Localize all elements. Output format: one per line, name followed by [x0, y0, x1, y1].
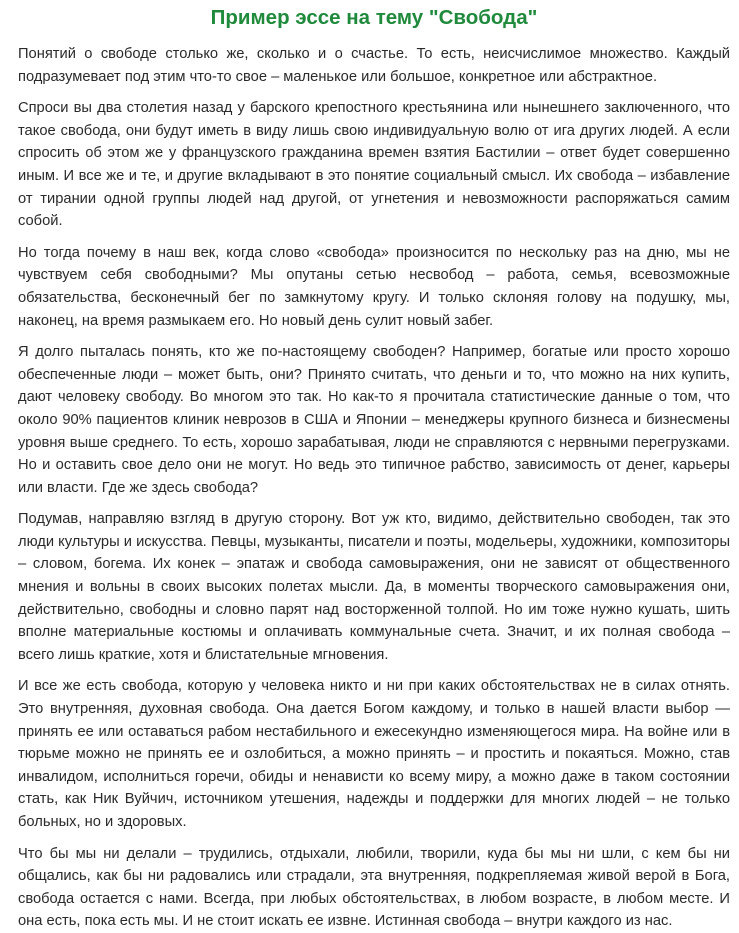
essay-article: [18, 0, 730, 933]
essay-paragraph: И все же есть свобода, которую у человека никто и ни при каких обстоятельствах не в силах отнять. Это внутренняя, духовная свобода. Она дается Богом каждому, и только в нашей власти выбор — принять ее или оставаться рабом нестабильного и ежесекундно изменяющегося мира. На войне или в тюрьме можно не принять ее и озлобиться, а можно принять – и простить и покаяться. Можно, став инвалидом, исполниться горечи, обиды и ненависти ко всему миру, а можно даже в таком состоянии стать, как Ник Вуйчич, источником утешения, надежды и поддержки для многих людей – не только больных, но и здоровых.: [18, 678, 730, 830]
essay-title: Пример эссе на тему "Свобода": [210, 6, 538, 29]
essay-paragraph: Спроси вы два столетия назад у барского крепостного крестьянина или нынешнего заключенного, что такое свобода, они будут иметь в виду лишь свою индивидуальную волю от ига других людей. А если спросить об этом же у французского гражданина времен взятия Бастилии – ответ будет совершенно иным. И все же и те, и другие вкладывают в это понятие социальный смысл. Их свобода – избавление от тирании одной группы людей над другой, от угнетения и невозможности распоряжаться самим собой.: [18, 100, 730, 230]
essay-paragraph: Понятий о свободе столько же, сколько и о счастье. То есть, неисчислимое множество. Каждый подразумевает под этим что-то свое – маленькое или большое, конкретное или абстрактное.: [18, 46, 730, 85]
essay-paragraph: Что бы мы ни делали – трудились, отдыхали, любили, творили, куда бы мы ни шли, с кем бы ни общались, как бы ни радовались или страдали, эта внутренняя, подкрепляемая живой верой в Бога, свобода остается с нами. Всегда, при любых обстоятельствах, в любом возрасте, в любом месте. И она есть, пока есть мы. И не стоит искать ее извне. Истинная свобода – внутри каждого из нас.: [18, 845, 730, 930]
essay-paragraph: Но тогда почему в наш век, когда слово «свобода» произносится по нескольку раз на дню, мы не чувствуем себя свободными? Мы опутаны сетью несвобод – работа, семья, всевозможные обязательства, бесконечный бег по замкнутому кругу. И только склоняя голову на подушку, мы, наконец, на время размыкаем его. Но новый день сулит новый забег.: [18, 244, 730, 329]
essay-paragraph: Подумав, направляю взгляд в другую сторону. Вот уж кто, видимо, действительно свободен, так это люди культуры и искусства. Певцы, музыканты, писатели и поэты, модельеры, художники, композиторы – словом, богема. Их конек – эпатаж и свобода самовыражения, они не зависят от общественного мнения и вольны в своих высоких полетах мысли. Да, в моменты творческого самовыражения они, действительно, свободны и словно парят над восторженной толпой. Но им тоже нужно кушать, шить вполне материальные костюмы и оплачивать коммунальные счета. Значит, и их полная свобода – всего лишь краткие, хотя и блистательные мгновения.: [18, 511, 730, 663]
essay-paragraph: Я долго пыталась понять, кто же по-настоящему свободен? Например, богатые или просто хорошо обеспеченные люди – может быть, они? Принято считать, что деньги и то, что можно на них купить, дают человеку свободу. Во многом это так. Но как-то я прочитала статистические данные о том, что около 90% пациентов клиник неврозов в США и Японии – менеджеры крупного бизнеса и бизнесмены уровня выше среднего. То есть, хорошо зарабатывая, люди не справляются с нервными перегрузками. Но и оставить свое дело они не могут. Но ведь это типичное рабство, зависимость от денег, карьеры или власти. Где же здесь свобода?: [18, 344, 730, 496]
